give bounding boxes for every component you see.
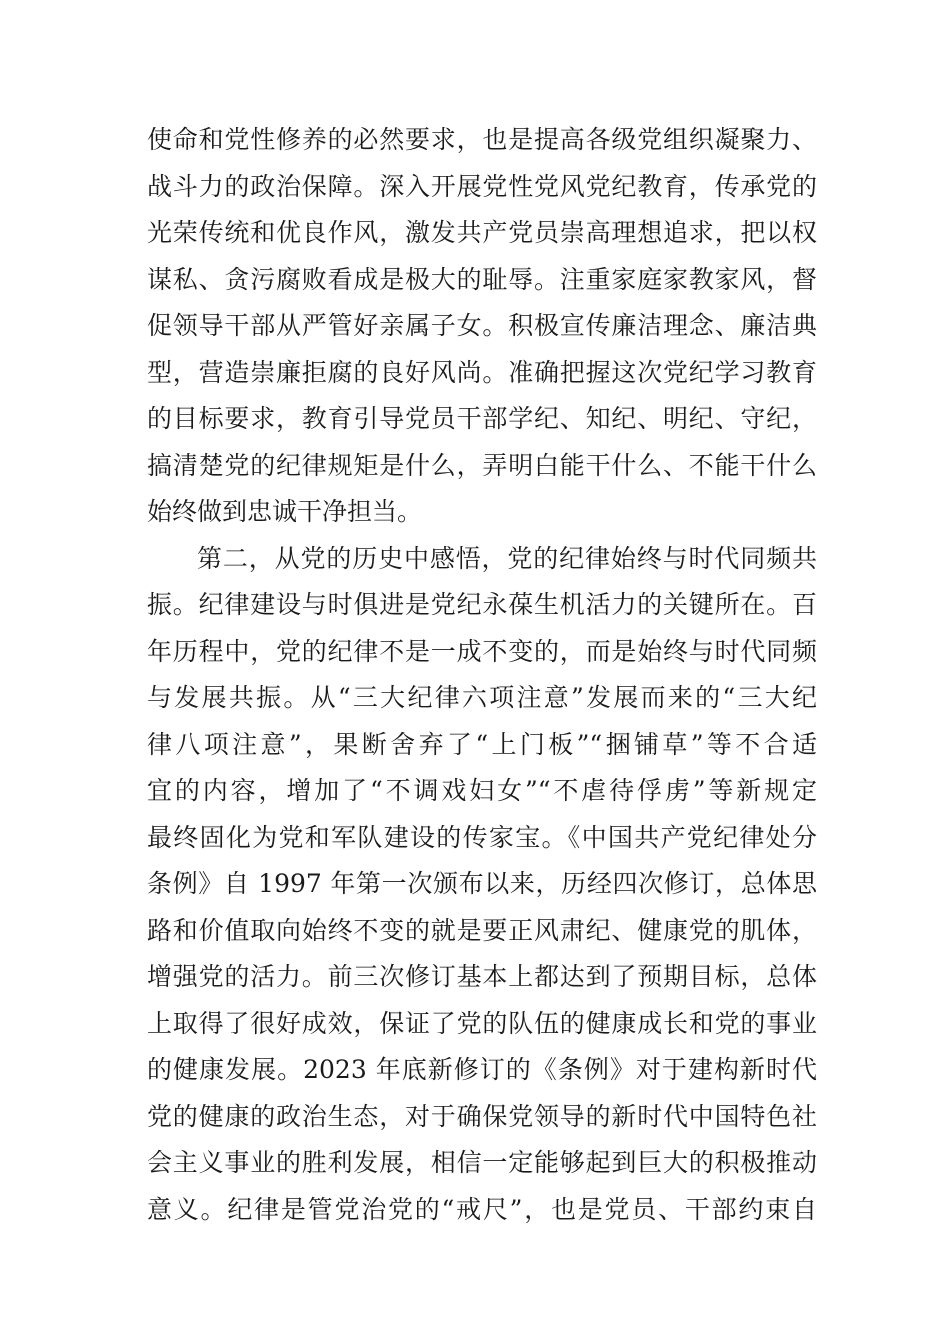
text-line: 上取得了很好成效，保证了党的队伍的健康成长和党的事业 [147,1008,817,1038]
text-line: 路和价值取向始终不变的就是要正风肃纪、健康党的肌体， [147,915,817,945]
text-line: 增强党的活力。前三次修订基本上都达到了预期目标，总体 [147,962,817,991]
text-line: 党的健康的政治生态，对于确保党领导的新时代中国特色社 [147,1101,817,1131]
text-line: 条例》自 1997 年第一次颁布以来，历经四次修订，总体思 [147,869,817,898]
text-line: 促领导干部从严管好亲属子女。积极宣传廉洁理念、廉洁典 [147,311,817,340]
text-line: 的目标要求，教育引导党员干部学纪、知纪、明纪、守纪， [147,404,817,433]
text-line: 意义。纪律是管党治党的“戒尺”，也是党员、干部约束自 [147,1194,817,1224]
text-line: 搞清楚党的纪律规矩是什么，弄明白能干什么、不能干什么 [147,450,817,480]
text-line: 年历程中，党的纪律不是一成不变的，而是始终与时代同频 [147,636,817,666]
text-line: 与发展共振。从“三大纪律六项注意”发展而来的“三大纪 [147,683,817,712]
text-line: 谋私、贪污腐败看成是极大的耻辱。注重家庭家教家风，督 [147,264,817,294]
text-line: 会主义事业的胜利发展，相信一定能够起到巨大的积极推动 [147,1148,817,1177]
body-text [147,117,817,1233]
text-line: 型，营造崇廉拒腐的良好风尚。准确把握这次党纪学习教育 [147,357,817,387]
text-line: 战斗力的政治保障。深入开展党性党风党纪教育，传承党的 [147,171,817,201]
text-line: 律八项注意”，果断舍弃了“上门板”“捆铺草”等不合适 [147,729,817,759]
text-line: 光荣传统和优良作风，激发共产党员崇高理想追求，把以权 [147,218,817,247]
paragraph-end-line: 始终做到忠诚干净担当。 [147,497,423,526]
text-line: 宜的内容，增加了“不调戏妇女”“不虐待俘虏”等新规定 [147,776,817,805]
text-line: 最终固化为党和军队建设的传家宝。《中国共产党纪律处分 [147,822,817,852]
text-line: 使命和党性修养的必然要求，也是提高各级党组织凝聚力、 [147,125,817,154]
text-line: 振。纪律建设与时俱进是党纪永葆生机活力的关键所在。百 [147,590,817,619]
text-line: 的健康发展。2023 年底新修订的《条例》对于建构新时代 [147,1055,817,1084]
paragraph-start-line: 第二，从党的历史中感悟，党的纪律始终与时代同频共 [197,543,817,573]
